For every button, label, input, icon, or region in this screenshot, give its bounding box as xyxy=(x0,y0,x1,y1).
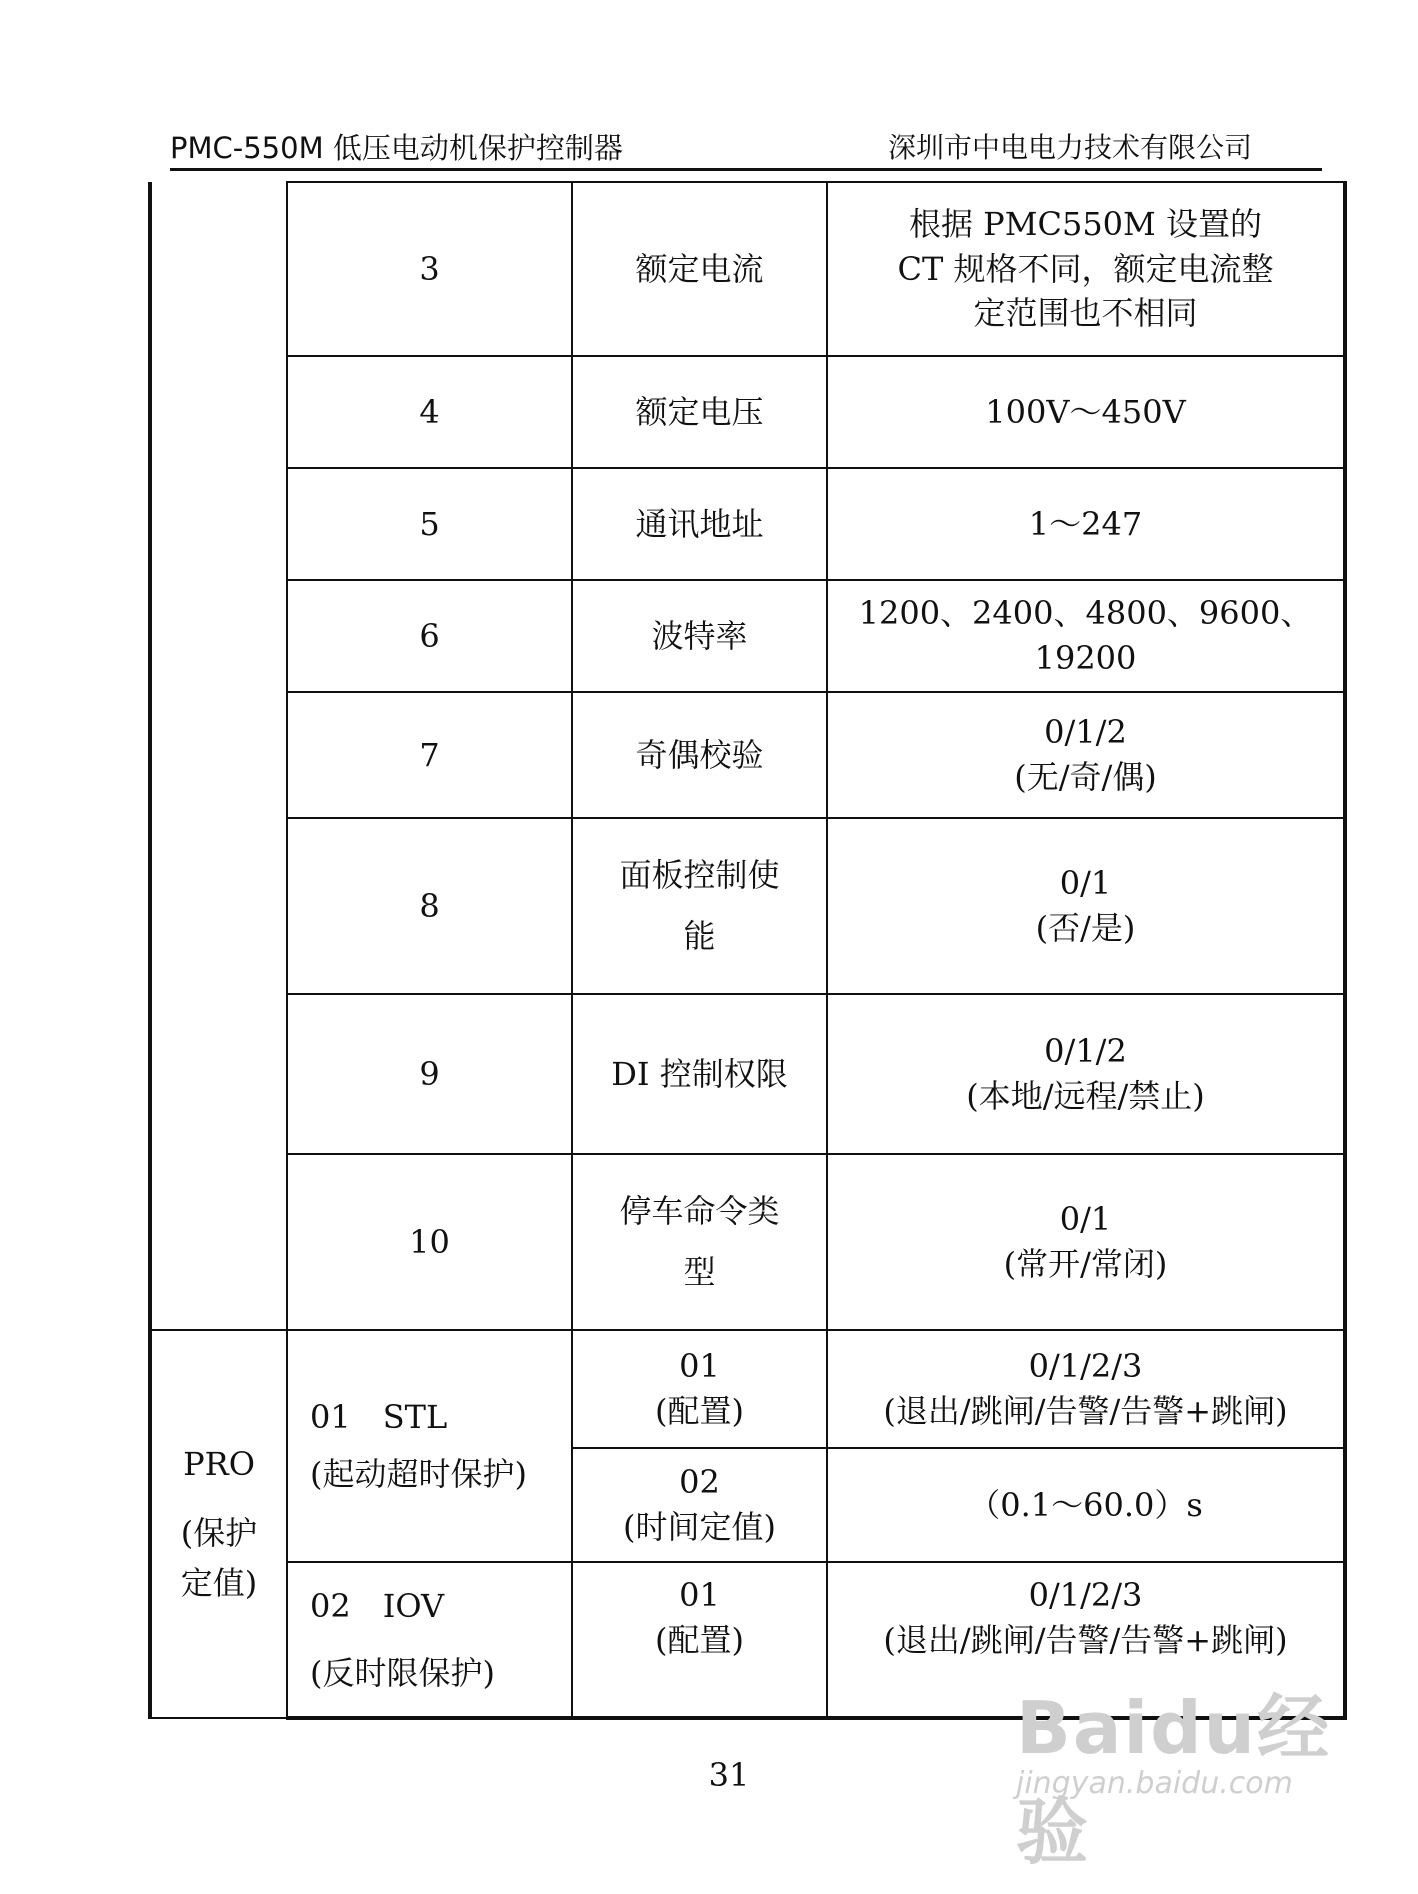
sub-param xyxy=(572,1330,827,1448)
param-number: 10 xyxy=(287,1154,572,1330)
table-row xyxy=(150,580,1345,692)
value-line: 0/1/2 xyxy=(1044,1032,1127,1071)
table-row xyxy=(150,818,1345,994)
watermark-logo: Baidu经验 xyxy=(1016,1686,1331,1874)
param-name xyxy=(572,1154,827,1330)
value-line: 0/1/2/3 xyxy=(1028,1576,1143,1614)
table-row xyxy=(150,1154,1345,1330)
sub-line: 01 xyxy=(679,1347,720,1386)
sub-param xyxy=(572,1562,827,1718)
value-line: (常开/常闭) xyxy=(1003,1245,1168,1283)
param-value xyxy=(827,692,1345,818)
value-line: 1200、2400、4800、9600、 xyxy=(858,594,1313,633)
value-line: (否/是) xyxy=(1035,909,1136,947)
value-line: (无/奇/偶) xyxy=(1014,758,1157,796)
value-line: (退出/跳闸/告警/告警+跳闸) xyxy=(883,1392,1288,1430)
param-value xyxy=(827,356,1345,468)
sub-line: 02 xyxy=(679,1463,720,1502)
category-label-line: PRO xyxy=(183,1444,255,1483)
param-name: DI 控制权限 xyxy=(572,994,827,1154)
sub-line: 01 xyxy=(679,1576,720,1614)
param-value xyxy=(827,580,1345,692)
name-line: 停车命令类 xyxy=(619,1192,780,1231)
page-number: 31 xyxy=(708,1756,750,1794)
protection-code: 02 IOV xyxy=(310,1586,445,1625)
sub-param xyxy=(572,1448,827,1562)
value-line: (退出/跳闸/告警/告警+跳闸) xyxy=(883,1620,1288,1659)
param-value xyxy=(827,468,1345,580)
param-value xyxy=(827,1154,1345,1330)
name-line: 型 xyxy=(683,1253,716,1291)
baidu-watermark xyxy=(1016,1670,1346,1874)
sub-line: (配置) xyxy=(655,1392,744,1430)
param-value xyxy=(827,182,1345,356)
parameter-table xyxy=(148,181,1343,1720)
param-value xyxy=(827,1448,1345,1562)
param-number: 6 xyxy=(287,580,572,692)
param-number: 9 xyxy=(287,994,572,1154)
value-line: 根据 PMC550M 设置的 xyxy=(909,204,1262,243)
param-number: 7 xyxy=(287,692,572,818)
param-number: 3 xyxy=(287,182,572,356)
param-name: 通讯地址 xyxy=(572,468,827,580)
protection-name xyxy=(287,1562,572,1718)
company-name: 深圳市中电电力技术有限公司 xyxy=(887,131,1252,164)
value-line: (本地/远程/禁止) xyxy=(966,1077,1205,1115)
table-row xyxy=(150,356,1345,468)
protection-desc: (反时限保护) xyxy=(310,1653,495,1692)
category-pro xyxy=(150,1330,287,1718)
sub-line: (配置) xyxy=(655,1620,744,1659)
table-row xyxy=(150,1330,1345,1448)
name-line: 能 xyxy=(683,917,716,955)
value-line: 0/1/2 xyxy=(1044,713,1127,752)
value-line: 0/1 xyxy=(1059,1200,1112,1239)
table-row xyxy=(150,468,1345,580)
value-line: 0/1 xyxy=(1059,864,1112,903)
table-row xyxy=(150,692,1345,818)
param-name: 波特率 xyxy=(572,580,827,692)
param-name: 额定电压 xyxy=(572,356,827,468)
param-number: 5 xyxy=(287,468,572,580)
param-number: 4 xyxy=(287,356,572,468)
param-value xyxy=(827,994,1345,1154)
param-name xyxy=(572,818,827,994)
table-row xyxy=(150,994,1345,1154)
page-header xyxy=(170,120,1322,171)
sub-line: (时间定值) xyxy=(623,1508,776,1546)
value-line: 定范围也不相同 xyxy=(973,294,1198,333)
protection-desc: (起动超时保护) xyxy=(310,1455,527,1493)
name-line: 面板控制使 xyxy=(619,856,780,895)
document-title: PMC-550M 低压电动机保护控制器 xyxy=(170,131,623,165)
value-line: 100V～450V xyxy=(985,392,1186,431)
value-line: 1～247 xyxy=(1028,504,1143,543)
value-line: （0.1～60.0）s xyxy=(968,1485,1203,1524)
category-cell-continued xyxy=(150,182,287,1330)
param-name: 奇偶校验 xyxy=(572,692,827,818)
category-label-line: (保护 xyxy=(180,1514,258,1553)
table-row xyxy=(150,182,1345,356)
category-label-line: 定值) xyxy=(180,1563,258,1602)
value-line: 19200 xyxy=(1034,639,1137,677)
param-name: 额定电流 xyxy=(572,182,827,356)
param-number: 8 xyxy=(287,818,572,994)
value-line: CT 规格不同，额定电流整 xyxy=(897,249,1274,288)
param-value xyxy=(827,1330,1345,1448)
watermark-url: jingyan.baidu.com xyxy=(1016,1766,1293,1801)
protection-name xyxy=(287,1330,572,1562)
protection-code: 01 STL xyxy=(310,1398,448,1437)
value-line: 0/1/2/3 xyxy=(1028,1347,1143,1386)
param-value xyxy=(827,818,1345,994)
